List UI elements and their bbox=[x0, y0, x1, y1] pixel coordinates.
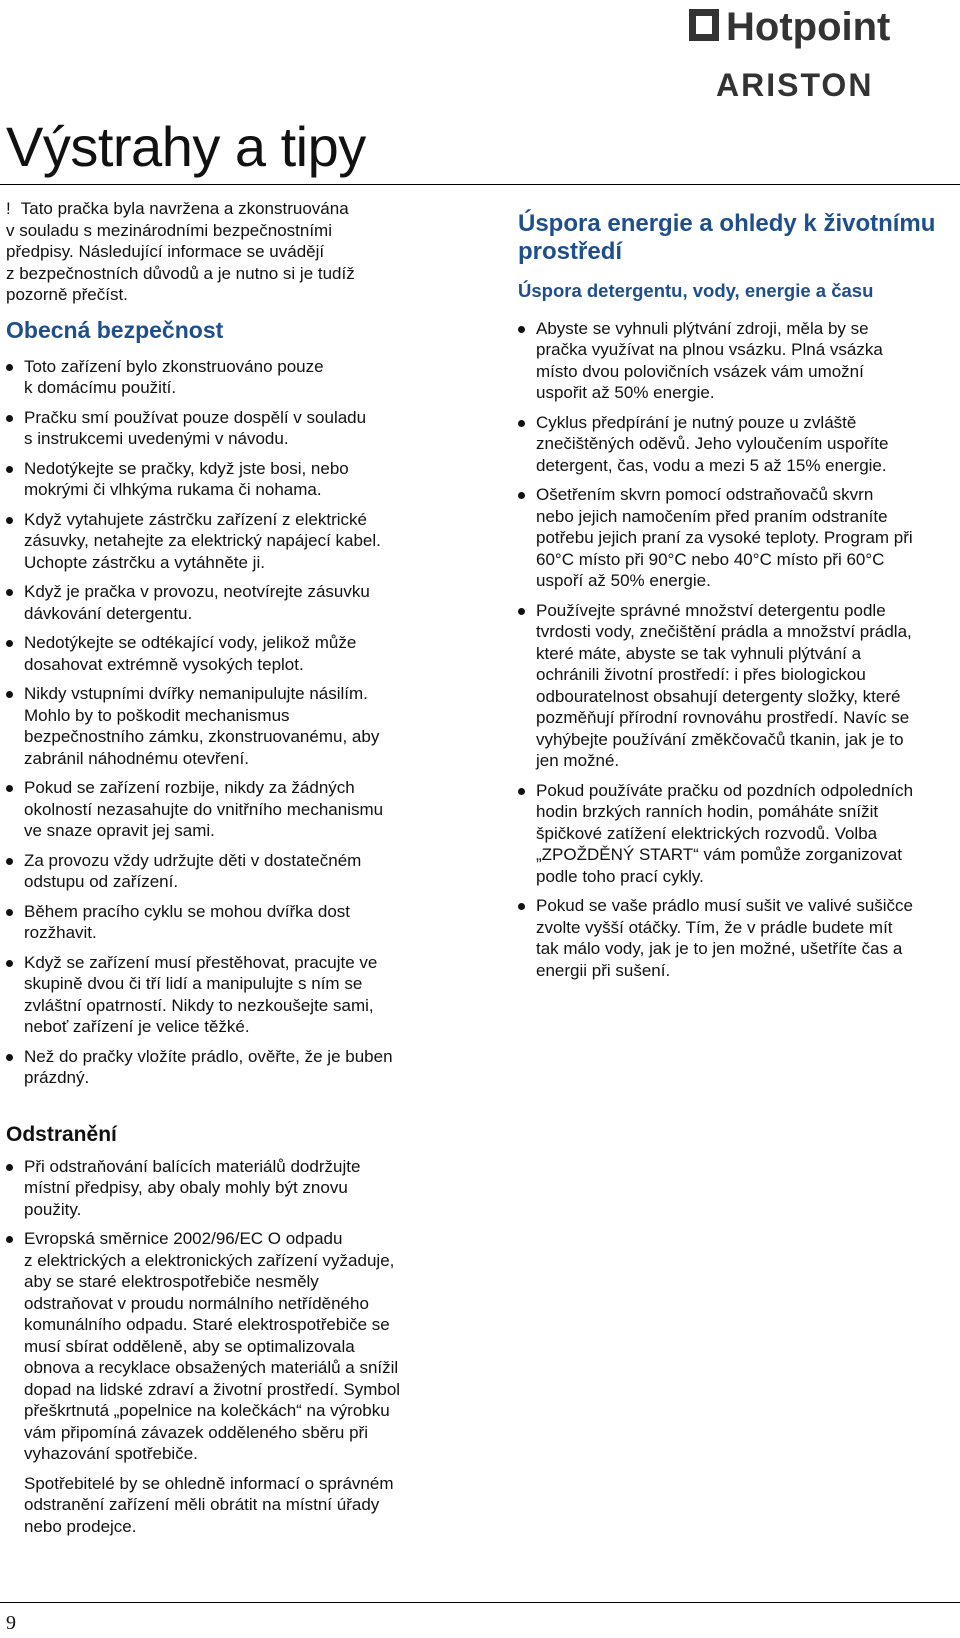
brand-sub: ARISTON bbox=[716, 67, 874, 103]
left-column bbox=[6, 198, 446, 1097]
list-item bbox=[6, 850, 446, 893]
heading-line: prostředí bbox=[518, 238, 623, 265]
line: dopad na lidské zdraví a životní prostředí. Symbol bbox=[24, 1379, 401, 1399]
intro-line: z bezpečnostních důvodů a je nutno si je tudíž bbox=[6, 263, 355, 283]
intro-line: předpisy. Následující informace se uvádějí bbox=[6, 242, 325, 261]
disposal-list bbox=[6, 1156, 446, 1465]
intro-line: pozorně přečíst. bbox=[6, 285, 128, 304]
line: nebo jejich namočením před praním odstraníte bbox=[536, 506, 888, 526]
line: odbouratelnost obsahují detergenty složky, které bbox=[536, 686, 901, 706]
line: s instrukcemi uvedenými v návodu. bbox=[24, 429, 289, 448]
warning-mark: ! bbox=[6, 199, 11, 218]
line: k domácímu použití. bbox=[24, 378, 177, 397]
line: Pokud se vaše prádlo musí sušit ve valivé sušičce bbox=[536, 896, 914, 915]
line: místní předpisy, aby obaly mohly být znovu bbox=[24, 1178, 348, 1197]
intro-line: Tato pračka byla navržena a zkonstruována bbox=[20, 199, 349, 218]
line: ochránili životní prostředí: i přes biologickou bbox=[536, 665, 866, 684]
line: Abyste se vyhnuli plýtvání zdroji, měla by se bbox=[536, 318, 869, 338]
line: Než do pračky vložíte prádlo, ověřte, že je buben bbox=[24, 1046, 393, 1066]
list-item bbox=[518, 412, 958, 477]
line: Toto zařízení bylo zkonstruováno pouze bbox=[24, 356, 324, 376]
line: pračka využívat na plnou vsázku. Plná vsázka bbox=[536, 340, 883, 359]
line: Pokud se zařízení rozbije, nikdy za žádných bbox=[24, 778, 355, 797]
hotpoint-ariston-logo bbox=[686, 0, 938, 110]
list-item bbox=[518, 600, 958, 772]
line: z elektrických a elektronických zařízení vyžaduje, bbox=[24, 1250, 395, 1270]
line: Za provozu vždy udržujte děti v dostatečném bbox=[24, 850, 362, 870]
line: zásuvky, netahejte za elektrický napájecí kabel. bbox=[24, 531, 381, 550]
line: Během pracího cyklu se mohou dvířka dost bbox=[24, 901, 350, 921]
line: tvrdosti vody, znečištění prádla a množství prádla, bbox=[536, 622, 912, 641]
list-item bbox=[6, 632, 446, 675]
line: Pokud používáte pračku od pozdních odpoledních bbox=[536, 780, 914, 800]
line: 60°C místo při 90°C nebo 40°C místo při 60°C bbox=[536, 549, 885, 569]
line: Nedotýkejte se pračky, když jste bosi, nebo bbox=[24, 458, 349, 478]
list-item bbox=[6, 458, 446, 501]
line: špičkové zatížení elektrických rozvodů. Volba bbox=[536, 823, 878, 843]
line: dávkování detergentu. bbox=[24, 603, 193, 623]
disposal-note bbox=[6, 1473, 446, 1538]
line: odstupu od zařízení. bbox=[24, 872, 179, 891]
intro-line: v souladu s mezinárodními bezpečnostními bbox=[6, 220, 332, 240]
list-item bbox=[518, 318, 958, 404]
list-item bbox=[6, 1046, 446, 1089]
list-item bbox=[6, 407, 446, 450]
line: obnova a recyklace obsažených materiálů a snížil bbox=[24, 1358, 399, 1377]
list-item bbox=[6, 901, 446, 944]
line: zvolte vyšší otáčky. Tím, že v prádle budete mít bbox=[536, 917, 893, 937]
line: Cyklus předpírání je nutný pouze u zvláště bbox=[536, 412, 857, 432]
line: Při odstraňování balících materiálů dodržujte bbox=[24, 1156, 361, 1176]
line: místo dvou polovičních vsázek vám umožní bbox=[536, 361, 864, 381]
line: Když je pračka v provozu, neotvírejte zásuvku bbox=[24, 582, 370, 601]
line: Nedotýkejte se odtékající vody, jelikož může bbox=[24, 633, 357, 652]
line: ve snaze opravit jej sami. bbox=[24, 821, 215, 840]
line: vyhazování spotřebiče. bbox=[24, 1444, 198, 1463]
line: vyhýbejte používání změkčovačů tkanin, jak je to bbox=[536, 729, 904, 749]
line: energii při sušení. bbox=[536, 960, 671, 980]
line: odstranění zařízení měli obrátit na místní úřady bbox=[24, 1495, 380, 1514]
line: mokrými či vlhkýma rukama či nohama. bbox=[24, 480, 322, 499]
line: Uchopte zástrčku a vytáhněte ji. bbox=[24, 552, 265, 572]
brand-logo bbox=[686, 0, 938, 110]
line: použity. bbox=[24, 1199, 82, 1219]
line: Když vytahujete zástrčku zařízení z elektrické bbox=[24, 509, 367, 529]
line: přeškrtnutá „popelnice na kolečkách“ na výrobku bbox=[24, 1401, 390, 1420]
line: dosahovat extrémně vysokých teplot. bbox=[24, 654, 304, 674]
line: Ošetřením skvrn pomocí odstraňovačů skvrn bbox=[536, 485, 874, 504]
line: hodin brzkých ranních hodin, pomáháte snížit bbox=[536, 802, 879, 821]
line: Když se zařízení musí přestěhovat, pracujte ve bbox=[24, 952, 378, 972]
line: Evropská směrnice 2002/96/EC O odpadu bbox=[24, 1229, 343, 1248]
section-heading-general-safety: Obecná bezpečnost bbox=[6, 316, 224, 343]
line: odstraňovat v proudu normálního netříděného bbox=[24, 1293, 369, 1313]
list-item bbox=[6, 356, 446, 399]
list-item bbox=[6, 1228, 446, 1465]
section-heading-energy bbox=[518, 210, 958, 266]
safety-list bbox=[6, 356, 446, 1089]
list-item bbox=[6, 683, 446, 769]
line: detergent, čas, vodu a mezi 5 až 15% energie. bbox=[536, 455, 887, 475]
line: podle toho prací cykly. bbox=[536, 866, 704, 886]
right-column bbox=[518, 210, 958, 989]
line: neboť zařízení je velice těžké. bbox=[24, 1017, 250, 1036]
list-item bbox=[518, 484, 958, 592]
intro-paragraph bbox=[6, 198, 446, 306]
line: musí sbírat odděleně, aby se optimalizovala bbox=[24, 1336, 355, 1356]
list-item bbox=[6, 1156, 446, 1221]
line: pozměňují přírodní rovnováhu prostředí. Navíc se bbox=[536, 708, 910, 727]
line: okolností nezasahujte do vnitřního mechanismu bbox=[24, 799, 384, 819]
list-item bbox=[6, 581, 446, 624]
energy-list bbox=[518, 318, 958, 982]
list-item bbox=[6, 509, 446, 574]
line: znečištěných oděvů. Jeho vyloučením uspoříte bbox=[536, 434, 889, 453]
page-title: Výstrahy a tipy bbox=[6, 115, 366, 178]
section-heading-disposal: Odstranění bbox=[6, 1123, 117, 1146]
subheading-savings: Úspora detergentu, vody, energie a času bbox=[518, 280, 874, 301]
line: potřebu jejich praní za vysoké teploty. Program při bbox=[536, 528, 913, 547]
line: skupině dvou či tří lidí a manipulujte s ním se bbox=[24, 974, 363, 993]
line: které máte, abyste se tak vyhnuli plýtvání a bbox=[536, 643, 862, 663]
line: bezpečnostního zámku, zkonstruovanému, aby bbox=[24, 727, 380, 746]
line: tak málo vody, jak je to jen možné, ušetříte čas a bbox=[536, 939, 903, 958]
line: zabránil náhodnému otevření. bbox=[24, 748, 249, 768]
line: Používejte správné množství detergentu podle bbox=[536, 600, 886, 620]
heading-line: Úspora energie a ohledy k životnímu bbox=[518, 210, 936, 237]
line: vám připomíná závazek odděleného sběru při bbox=[24, 1422, 368, 1442]
line: Mohlo by to poškodit mechanismus bbox=[24, 705, 290, 725]
disposal-section bbox=[6, 1124, 446, 1537]
line: uspořit až 50% energie. bbox=[536, 383, 715, 402]
line: Spotřebitelé by se ohledně informací o správném bbox=[24, 1473, 394, 1493]
list-item bbox=[6, 777, 446, 842]
list-item bbox=[6, 952, 446, 1038]
line: aby se staré elektrospotřebiče nesměly bbox=[24, 1272, 319, 1291]
line: rozžhavit. bbox=[24, 923, 97, 942]
title-divider bbox=[0, 184, 960, 185]
line: prázdný. bbox=[24, 1068, 90, 1087]
footer-divider bbox=[0, 1602, 960, 1603]
page-number: 9 bbox=[6, 1612, 16, 1634]
list-item bbox=[518, 780, 958, 888]
line: zvláštní opatrností. Nikdy to nezkoušejte sami, bbox=[24, 995, 374, 1015]
line: „ZPOŽDĚNÝ START“ vám pomůže zorganizovat bbox=[536, 845, 902, 864]
line: Pračku smí používat pouze dospělí v souladu bbox=[24, 407, 367, 427]
line: komunálního odpadu. Staré elektrospotřebiče se bbox=[24, 1315, 390, 1334]
line: Nikdy vstupními dvířky nemanipulujte násilím. bbox=[24, 684, 368, 703]
list-item bbox=[518, 895, 958, 981]
line: uspoří až 50% energie. bbox=[536, 571, 711, 590]
brand-name: Hotpoint bbox=[726, 5, 891, 49]
line: jen možné. bbox=[536, 751, 620, 770]
line: nebo prodejce. bbox=[24, 1516, 137, 1536]
